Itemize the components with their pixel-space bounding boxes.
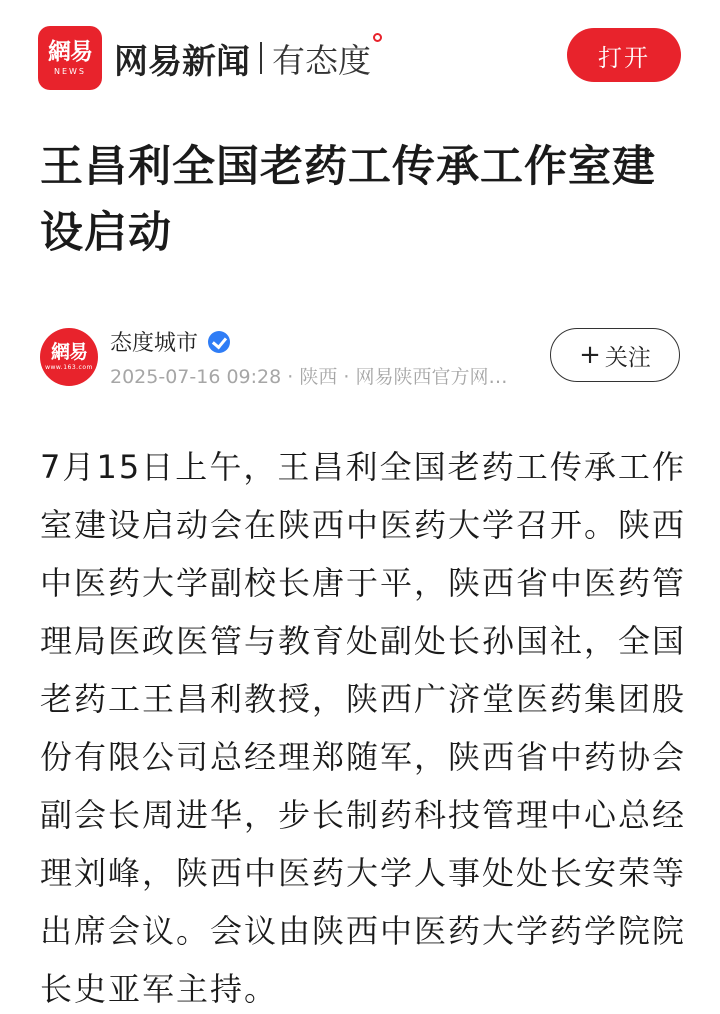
brand-name: 网易新闻 bbox=[114, 41, 250, 82]
follow-label: 关注 bbox=[604, 344, 651, 371]
brand-divider bbox=[260, 42, 262, 74]
verified-check-icon bbox=[208, 331, 230, 353]
avatar-glyph: 網易 bbox=[50, 341, 87, 363]
logo-glyph: 網易 bbox=[48, 39, 92, 65]
brand-slogan bbox=[272, 35, 371, 82]
article-body: 7月15日上午，王昌利全国老药工传承工作室建设启动会在陕西中医药大学召开。陕西中医药大学副校长唐于平，陕西省中医药管理局医政医管与教育处副处长孙国社，全国老药工王昌利教授，陕西广济堂医药集团股份有限公司总经理郑随军，陕西省中药协会副会长周进华，步长制药科技管理中心总经理刘峰，陕西中医药大学人事处处长安荣等出席会议。会议由陕西中医药大学药学院院长史亚军主持。 bbox=[40, 448, 687, 1008]
author-name-row[interactable] bbox=[110, 326, 230, 357]
follow-button[interactable] bbox=[550, 328, 680, 382]
netease-news-logo-icon[interactable] bbox=[38, 26, 102, 90]
registered-dot-icon bbox=[373, 33, 382, 42]
brand-slogan-text: 有态度 bbox=[272, 40, 371, 80]
top-banner bbox=[0, 0, 720, 118]
open-app-button[interactable]: 打开 bbox=[567, 28, 681, 82]
author-row bbox=[40, 322, 690, 394]
author-name[interactable]: 态度城市 bbox=[110, 331, 199, 356]
article-title: 王昌利全国老药工传承工作室建设启动 bbox=[40, 142, 656, 258]
plus-icon: + bbox=[579, 340, 601, 370]
logo-sub: NEWS bbox=[53, 67, 87, 76]
brand-wordmark bbox=[114, 34, 371, 82]
netease-avatar-icon[interactable] bbox=[40, 328, 98, 386]
avatar-sub: www.163.com bbox=[45, 364, 93, 371]
article-meta: 2025-07-16 09:28 · 陕西 · 网易陕西官方网… bbox=[110, 366, 508, 388]
